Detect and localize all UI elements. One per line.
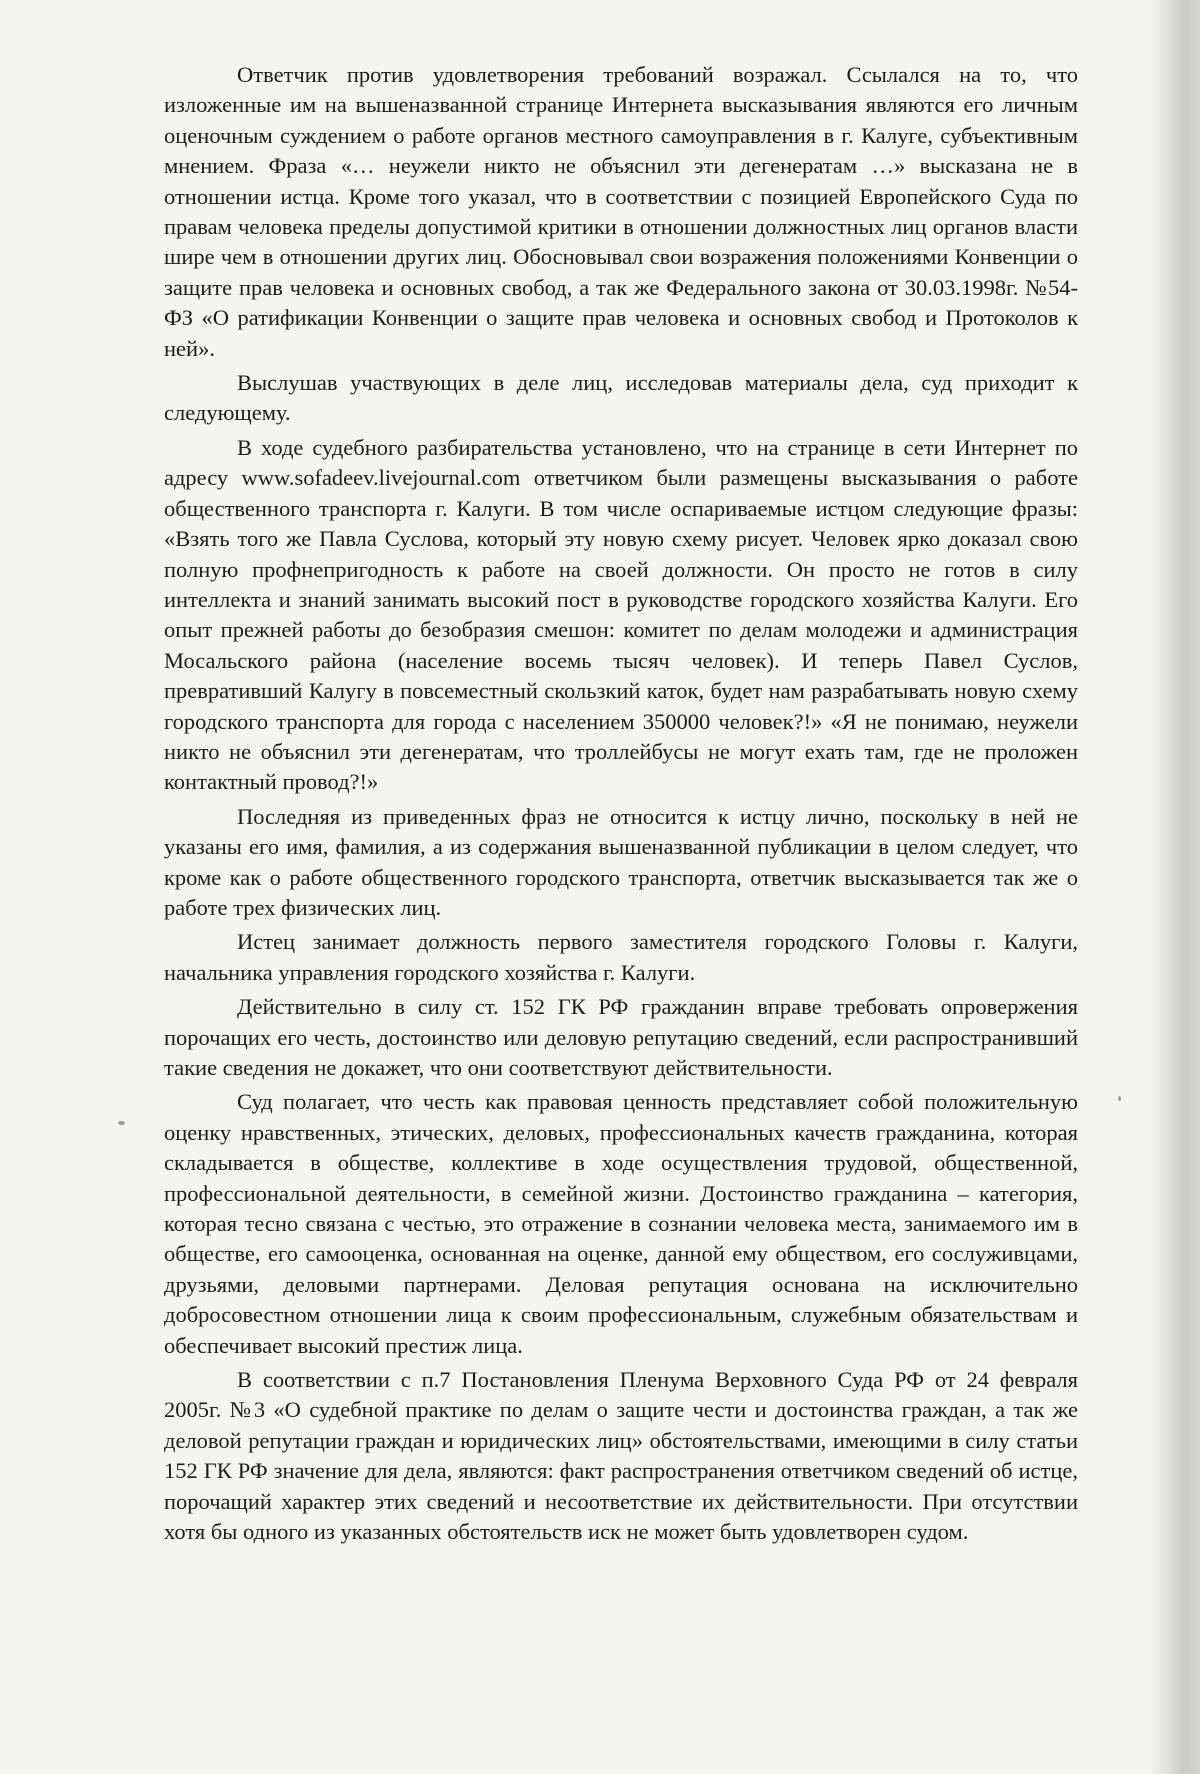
paragraph-article-152: Действительно в силу ст. 152 ГК РФ гражданин вправе требовать опровержения порочащих его честь, достоинство или деловую репутацию сведений, если распространивший такие сведения не докажет, что они соответствуют действительности.	[164, 994, 1078, 1080]
paragraph-defendant-objections: Ответчик против удовлетворения требований возражал. Ссылался на то, что изложенные им на вышеназванной странице Интернета высказывания являются его личным оценочным суждением о работе органов местного самоуправления в г. Калуге, субъективным мнением. Фраза «… неужели никто не объяснил эти дегенератам …» высказана не в отношении истца. Кроме того указал, что в соответствии с позицией Европейского Суда по правам человека пределы допустимой критики в отношении должностных лиц органов власти шире чем в отношении других лиц. Обосновывал свои возражения положениями Конвенции о защите прав человека и основных свобод, а так же Федерального закона от 30.03.1998г. №54-ФЗ «О ратификации Конвенции о защите прав человека и основных свобод и Протоколов к ней».	[164, 62, 1078, 361]
paragraph-plenum-resolution: В соответствии с п.7 Постановления Пленума Верховного Суда РФ от 24 февраля 2005г. №3 «О судебной практике по делам о защите чести и достоинства граждан, а так же деловой репутации граждан и юридических лиц» обстоятельствами, имеющими в силу статьи 152 ГК РФ значение для дела, являются: факт распространения ответчиком сведений об истце, порочащий характер этих сведений и несоответствие их действительности. При отсутствии хотя бы одного из указанных обстоятельств иск не может быть удовлетворен судом.	[164, 1367, 1078, 1545]
paragraph-established-facts: В ходе судебного разбирательства установлено, что на странице в сети Интернет по адресу www.sofadeev.livejournal.com ответчиком были размещены высказывания о работе общественного транспорта г. Калуги. В том числе оспариваемые истцом следующие фразы: «Взять того же Павла Суслова, который эту новую схему рисует. Человек ярко доказал свою полную профнепригодность к работе на своей должности. Он просто не готов в силу интеллекта и знаний занимать высокий пост в руководстве городского хозяйства Калуги. Его опыт прежней работы до безобразия смешон: комитет по делам молодежи и администрация Мосальского района (население восемь тысяч человек). И теперь Павел Суслов, превративший Калугу в повсеместный скользкий каток, будет нам разрабатывать новую схему городского транспорта для города с населением 350000 человек?!» «Я не понимаю, неужели никто не объяснил эти дегенератам, что троллейбусы не могут ехать там, где не проложен контактный провод?!»	[164, 434, 1078, 795]
paragraph-last-phrase: Последняя из приведенных фраз не относится к истцу лично, поскольку в ней не указаны его имя, фамилия, а из содержания вышеназванной публикации в целом следует, что кроме как о работе общественного городского транспорта, ответчик высказывается так же о работе трех физических лиц.	[164, 803, 1078, 920]
document-text	[164, 60, 1078, 1552]
paragraph-plaintiff-position: Истец занимает должность первого заместителя городского Головы г. Калуги, начальника управления городского хозяйства г. Калуги.	[164, 929, 1078, 985]
paragraph-court-hearing: Выслушав участвующих в деле лиц, исследовав материалы дела, суд приходит к следующему.	[164, 370, 1078, 426]
paragraph-honor-definition: Суд полагает, что честь как правовая ценность представляет собой положительную оценку нравственных, этических, деловых, профессиональных качеств гражданина, которая складывается в обществе, коллективе в ходе осуществления трудовой, общественной, профессиональной деятельности, в семейной жизни. Достоинство гражданина – категория, которая тесно связана с честью, это отражение в сознании человека места, занимаемого им в обществе, его самооценка, основанная на оценке, данной ему обществом, его сослуживцами, друзьями, деловыми партнерами. Деловая репутация основана на исключительно добросовестном отношении лица к своим профессиональным, служебным обязательствам и обеспечивает высокий престиж лица.	[164, 1089, 1078, 1358]
scan-speck	[118, 1121, 125, 1125]
scan-speck	[1118, 1096, 1121, 1101]
scanner-edge-shadow	[1152, 0, 1200, 1774]
